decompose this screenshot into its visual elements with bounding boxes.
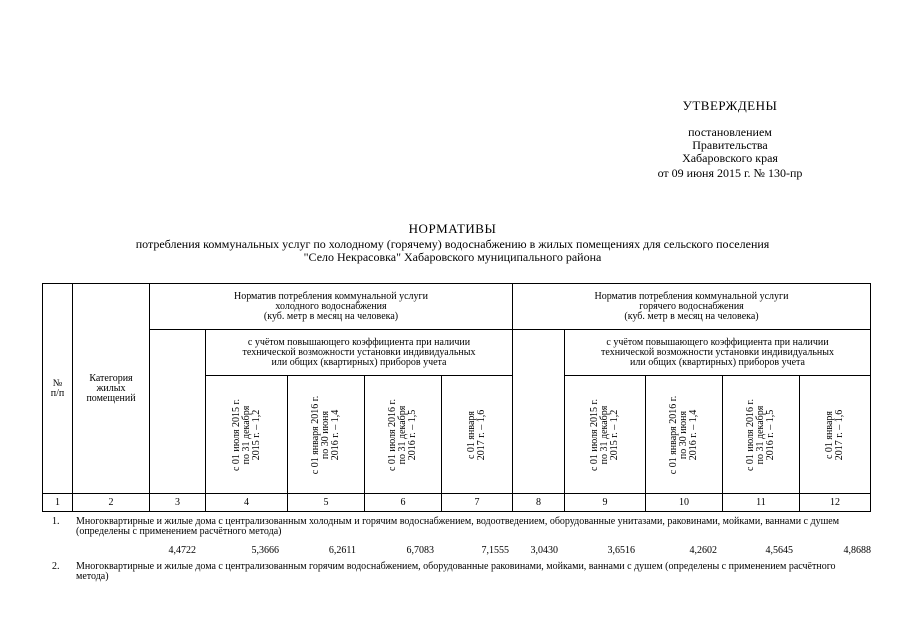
header-coefficient-cold: с учётом повышающего коэффициента при наличии технической возможности установки индивидуальных или общих (квартирных) приборов учета <box>206 330 513 376</box>
column-number-cell: 5 <box>288 494 365 512</box>
header-cold-water: Норматив потребления коммунальной услуги холодного водоснабжения (куб. метр в месяц на человека) <box>150 284 513 330</box>
value-cell: 6,2611 <box>328 545 356 556</box>
value-cell: 3,6516 <box>607 545 635 556</box>
header-period-cold-4: с 01 января 2017 г. – 1,6 <box>442 376 513 494</box>
header-period-cold-2: с 01 января 2016 г. по 30 июня 2016 г. – 1,4 <box>288 376 365 494</box>
column-number-cell: 10 <box>646 494 723 512</box>
column-number-cell: 3 <box>150 494 206 512</box>
value-cell: 4,8688 <box>843 545 871 556</box>
row-number: 2. <box>52 561 60 572</box>
header-period-hot-2: с 01 января 2016 г. по 30 июня 2016 г. – 1,4 <box>646 376 723 494</box>
header-period-hot-1: с 01 июля 2015 г. по 31 декабря 2015 г. – 1,2 <box>565 376 646 494</box>
approval-heading: УТВЕРЖДЕНЫ <box>682 98 778 113</box>
value-cell: 5,3666 <box>251 545 279 556</box>
column-number-cell: 6 <box>365 494 442 512</box>
header-base-hot <box>513 330 565 494</box>
column-number-cell: 12 <box>800 494 871 512</box>
approval-block <box>620 98 840 180</box>
document-title: НОРМАТИВЫ <box>408 221 497 236</box>
header-hot-water: Норматив потребления коммунальной услуги горячего водоснабжения (куб. метр в месяц на человека) <box>513 284 871 330</box>
row-description: Многоквартирные и жилые дома с централизованным холодным и горячим водоснабжением, водоотведением, оборудованные унитазами, раковинами, мойками, ваннами с душем (определены с применением расчётного метода) <box>76 516 840 537</box>
header-period-cold-1: с 01 июля 2015 г. по 31 декабря 2015 г. – 1,2 <box>206 376 288 494</box>
approval-line: Хабаровского края <box>682 151 778 165</box>
value-cell: 4,5645 <box>765 545 793 556</box>
value-cell: 3,0430 <box>530 545 558 556</box>
value-cell: 4,2602 <box>689 545 717 556</box>
column-number-cell: 2 <box>73 494 150 512</box>
header-coefficient-hot: с учётом повышающего коэффициента при наличии технической возможности установки индивидуальных или общих (квартирных) приборов учета <box>565 330 871 376</box>
document-subtitle: потребления коммунальных услуг по холодному (горячему) водоснабжению в жилых помещениях для сельского поселения "Село Некрасовка" Хабаровского муниципального района <box>135 237 770 264</box>
column-number-cell: 7 <box>442 494 513 512</box>
norms-table <box>42 283 871 512</box>
column-number-cell: 1 <box>43 494 73 512</box>
column-number-cell: 8 <box>513 494 565 512</box>
header-period-hot-4: с 01 января 2017 г. – 1,6 <box>800 376 871 494</box>
value-cell: 7,1555 <box>481 545 509 556</box>
row-description: Многоквартирные и жилые дома с централизованным горячим водоснабжением, оборудованные раковинами, мойками, ваннами с душем (определены с применением расчётного метода) <box>76 561 836 582</box>
approval-line: постановлением <box>688 125 772 139</box>
row-number: 1. <box>52 516 60 527</box>
header-base-cold <box>150 330 206 494</box>
approval-date: от 09 июня 2015 г. № 130-пр <box>657 166 803 180</box>
header-period-cold-3: с 01 июля 2016 г. по 31 декабря 2016 г. – 1,5 <box>365 376 442 494</box>
column-number-cell: 4 <box>206 494 288 512</box>
approval-line: Правительства <box>692 138 768 152</box>
value-cell: 4,4722 <box>168 545 196 556</box>
value-cell: 6,7083 <box>406 545 434 556</box>
header-number: № п/п <box>43 284 73 494</box>
column-number-cell: 11 <box>723 494 800 512</box>
header-category: Категория жилых помещений <box>73 284 150 494</box>
header-period-hot-3: с 01 июля 2016 г. по 31 декабря 2016 г. – 1,5 <box>723 376 800 494</box>
column-number-cell: 9 <box>565 494 646 512</box>
